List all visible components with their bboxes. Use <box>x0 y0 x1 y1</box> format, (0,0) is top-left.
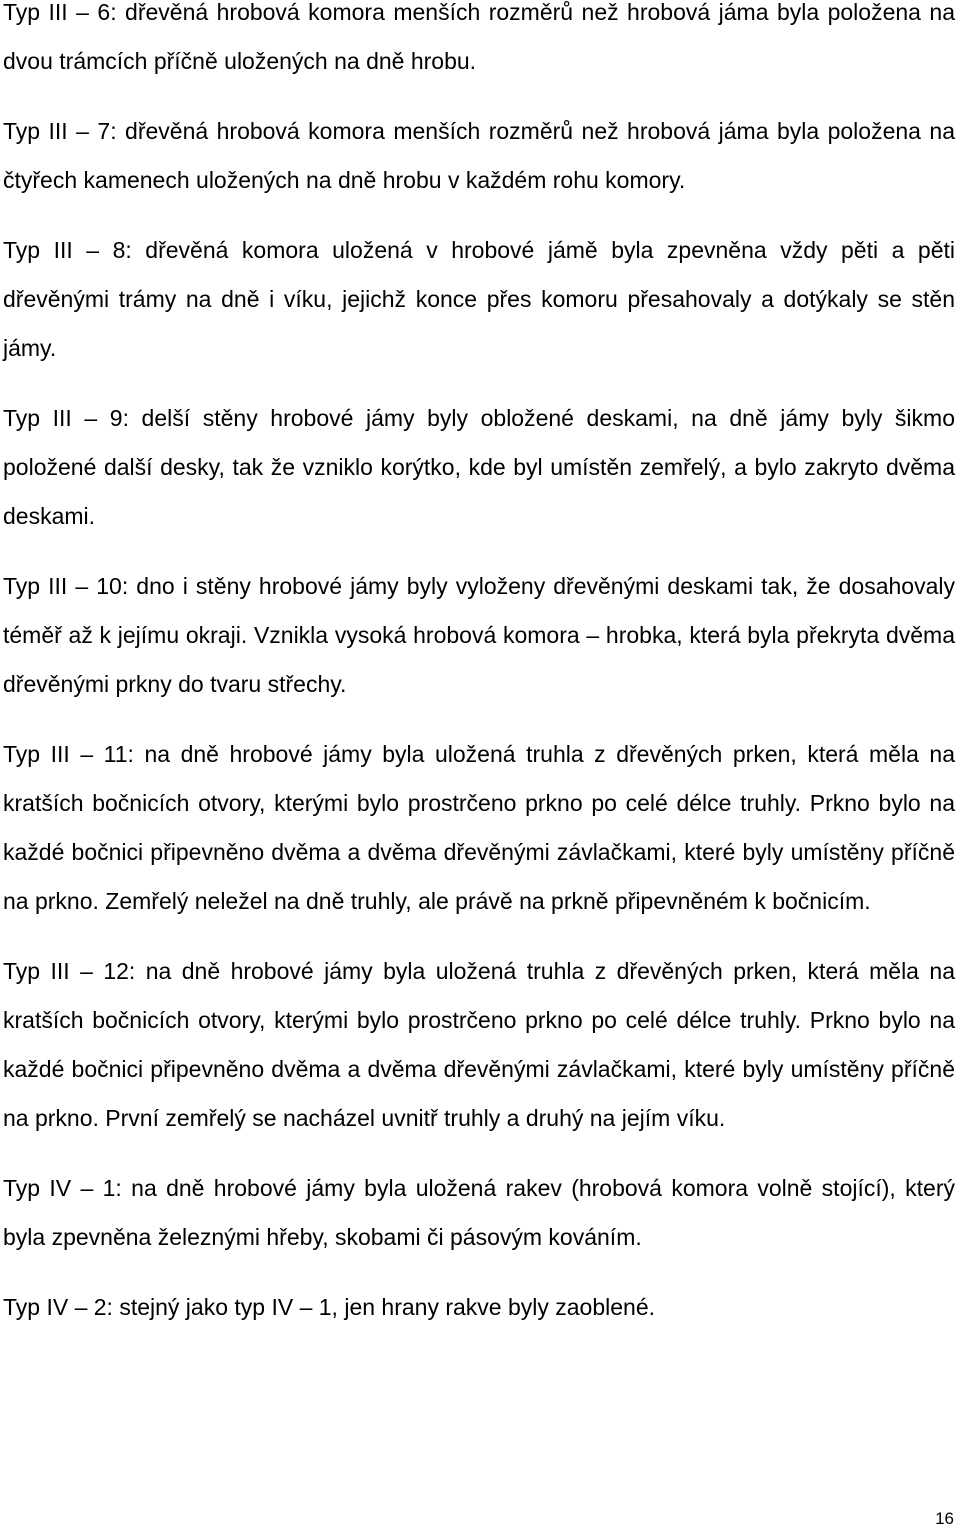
paragraph-typ-iii-12: Typ III – 12: na dně hrobové jámy byla uložená truhla z dřevěných prken, která měla na kratších bočnicích otvory, kterými bylo prostrčeno prkno po celé délce truhly. Prkno bylo na každé bočnici připevněno dvěma a dvěma dřevěnými závlačkami, které byly umístěny příčně na prkno. První zemřelý se nacházel uvnitř truhly a druhý na jejím víku. <box>3 958 955 1131</box>
page-number: 16 <box>935 1509 954 1528</box>
paragraph-typ-iii-11: Typ III – 11: na dně hrobové jámy byla uložená truhla z dřevěných prken, která měla na kratších bočnicích otvory, kterými bylo prostrčeno prkno po celé délce truhly. Prkno bylo na každé bočnici připevněno dvěma a dvěma dřevěnými závlačkami, které byly umístěny příčně na prkno. Zemřelý neležel na dně truhly, ale právě na prkně připevněném k bočnicím. <box>3 741 955 914</box>
paragraph-typ-iii-9: Typ III – 9: delší stěny hrobové jámy byly obložené deskami, na dně jámy byly šikmo položené další desky, tak že vzniklo korýtko, kde byl umístěn zemřelý, a bylo zakryto dvěma deskami. <box>3 405 955 529</box>
paragraph-typ-iv-2: Typ IV – 2: stejný jako typ IV – 1, jen hrany rakve byly zaoblené. <box>3 1294 656 1320</box>
paragraph-typ-iii-6: Typ III – 6: dřevěná hrobová komora menších rozměrů než hrobová jáma byla položena na dvou trámcích příčně uložených na dně hrobu. <box>3 0 955 74</box>
document-page <box>3 0 955 1332</box>
paragraph-typ-iv-1: Typ IV – 1: na dně hrobové jámy byla uložená rakev (hrobová komora volně stojící), který byla zpevněna železnými hřeby, skobami či pásovým kováním. <box>3 1175 955 1250</box>
paragraph-typ-iii-8: Typ III – 8: dřevěná komora uložená v hrobové jámě byla zpevněna vždy pěti a pěti dřevěnými trámy na dně i víku, jejichž konce přes komoru přesahovaly a dotýkaly se stěn jámy. <box>3 237 955 361</box>
paragraph-typ-iii-10: Typ III – 10: dno i stěny hrobové jámy byly vyloženy dřevěnými deskami tak, že dosahovaly téměř až k jejímu okraji. Vznikla vysoká hrobová komora – hrobka, která byla překryta dvěma dřevěnými prkny do tvaru střechy. <box>3 573 955 697</box>
paragraph-typ-iii-7: Typ III – 7: dřevěná hrobová komora menších rozměrů než hrobová jáma byla položena na čtyřech kamenech uložených na dně hrobu v každém rohu komory. <box>3 118 955 193</box>
